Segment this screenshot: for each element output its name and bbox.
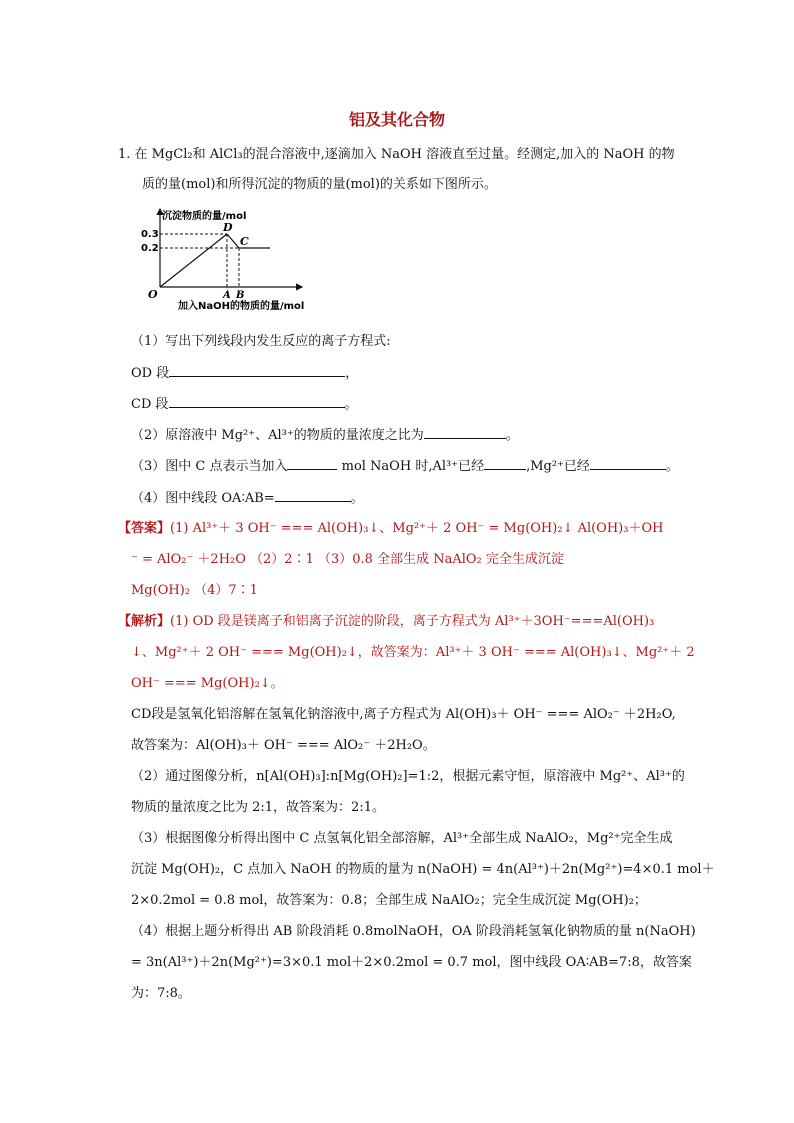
point-c-label: C — [240, 235, 249, 248]
sub-question-3-text-b: mol NaOH 时,Al³⁺已经 — [337, 459, 485, 474]
analysis-tag: 【解析】 — [118, 614, 171, 629]
od-line — [131, 364, 358, 383]
mg-state-blank[interactable] — [590, 457, 666, 470]
analysis-line-11: （4）根据上题分析得出 AB 阶段消耗 0.8molNaOH，OA 阶段消耗氢氧化钠物质的量 n(NaOH) — [131, 924, 696, 939]
naoh-amount-blank[interactable] — [287, 457, 337, 470]
answer-line-1 — [118, 520, 663, 538]
sub-question-2-end: 。 — [505, 428, 519, 443]
sub-question-2 — [131, 426, 519, 445]
sub-question-2-text: （2）原溶液中 Mg²⁺、Al³⁺的物质的量浓度之比为 — [131, 428, 424, 443]
answer-line-2: ⁻ = AlO₂⁻ ＋2H₂O （2）2∶1 （3）0.8 全部生成 NaAlO₂ 完全生成沉淀 — [131, 552, 564, 567]
analysis-line-13: 为：7:8。 — [131, 986, 191, 1001]
sub-question-4-end: 。 — [350, 491, 364, 506]
sub-question-3-end: 。 — [665, 459, 679, 474]
tick-0-2: 0.2 — [141, 243, 159, 254]
cd-line — [131, 395, 358, 414]
analysis-line-4: CD段是氢氧化铝溶解在氢氧化钠溶液中,离子方程式为 Al(OH)₃＋ OH⁻ === AlO₂⁻ ＋2H₂O, — [131, 707, 676, 722]
question-1-line-2: 质的量(mol)和所得沉淀的物质的量(mol)的关系如下图所示。 — [142, 177, 497, 192]
analysis-line-5: 故答案为：Al(OH)₃＋ OH⁻ === AlO₂⁻ ＋2H₂O。 — [131, 738, 436, 753]
x-axis-label: 加入NaOH的物质的量/mol — [178, 301, 305, 312]
cd-answer-blank[interactable] — [169, 395, 345, 408]
point-b-label: B — [236, 290, 245, 301]
od-answer-blank[interactable] — [169, 364, 345, 377]
answer-line-3: Mg(OH)₂ （4）7∶1 — [131, 583, 258, 598]
origin-label: O — [148, 288, 158, 301]
analysis-line-1 — [118, 613, 654, 631]
al-state-blank[interactable] — [484, 457, 526, 470]
analysis-line-3: OH⁻ === Mg(OH)₂↓。 — [131, 676, 284, 691]
cd-end: 。 — [344, 397, 358, 412]
od-end: ， — [345, 366, 359, 381]
page-title: 铝及其化合物 — [348, 110, 445, 129]
analysis-text-1: (1) OD 段是镁离子和铝离子沉淀的阶段，离子方程式为 Al³⁺＋3OH⁻===Al(OH)₃ — [170, 614, 655, 629]
cd-label: CD 段 — [131, 397, 169, 412]
point-d-label: D — [223, 221, 233, 234]
line-dc — [227, 234, 239, 248]
analysis-line-12: = 3n(Al³⁺)＋2n(Mg²⁺)=3×0.1 mol＋2×0.2mol = 0.7 mol，图中线段 OA∶AB=7:8，故答案 — [131, 955, 692, 970]
answer-tag: 【答案】 — [118, 521, 171, 536]
analysis-line-9: 沉淀 Mg(OH)₂，C 点加入 NaOH 的物质的量为 n(NaOH) = 4n(Al³⁺)＋2n(Mg²⁺)=4×0.1 mol＋ — [131, 862, 715, 877]
oa-ab-ratio-blank[interactable] — [275, 489, 351, 502]
tick-0-3: 0.3 — [141, 229, 159, 240]
analysis-line-2: ↓、Mg²⁺＋ 2 OH⁻ === Mg(OH)₂↓，故答案为：Al³⁺＋ 3 OH⁻ === Al(OH)₃↓、Mg²⁺＋ 2 — [131, 645, 695, 660]
sub-question-3-text-c: ,Mg²⁺已经 — [526, 459, 590, 474]
line-od — [160, 234, 227, 287]
ratio-answer-blank[interactable] — [424, 426, 506, 439]
analysis-line-10: 2×0.2mol = 0.8 mol，故答案为：0.8；全部生成 NaAlO₂；完全生成沉淀 Mg(OH)₂； — [131, 893, 647, 908]
analysis-line-7: 物质的量浓度之比为 2:1，故答案为：2:1。 — [131, 800, 385, 815]
sub-question-1: （1）写出下列线段内发生反应的离子方程式: — [131, 334, 391, 349]
sub-question-3-text-a: （3）图中 C 点表示当加入 — [131, 459, 288, 474]
sub-question-4 — [131, 489, 364, 508]
y-axis-label: 沉淀物质的量/mol — [162, 211, 247, 222]
sub-question-3 — [131, 457, 679, 476]
sub-question-4-text: （4）图中线段 OA∶AB= — [131, 491, 275, 506]
question-1-line-1: 1. 在 MgCl₂和 AlCl₃的混合溶液中,逐滴加入 NaOH 溶液直至过量。经测定,加入的 NaOH 的物 — [118, 147, 675, 162]
answer-text-1: (1) Al³⁺＋ 3 OH⁻ === Al(OH)₃↓、Mg²⁺＋ 2 OH⁻ = Mg(OH)₂↓ Al(OH)₃＋OH — [170, 521, 664, 536]
precipitate-graph — [140, 205, 310, 313]
point-a-label: A — [223, 290, 231, 301]
analysis-line-8: （3）根据图像分析得出图中 C 点氢氧化铝全部溶解，Al³⁺全部生成 NaAlO₂，Mg²⁺完全生成 — [131, 831, 673, 846]
od-label: OD 段 — [131, 366, 170, 381]
analysis-line-6: （2）通过图像分析，n[Al(OH)₃]:n[Mg(OH)₂]=1:2，根据元素守恒，原溶液中 Mg²⁺、Al³⁺的 — [131, 769, 685, 784]
